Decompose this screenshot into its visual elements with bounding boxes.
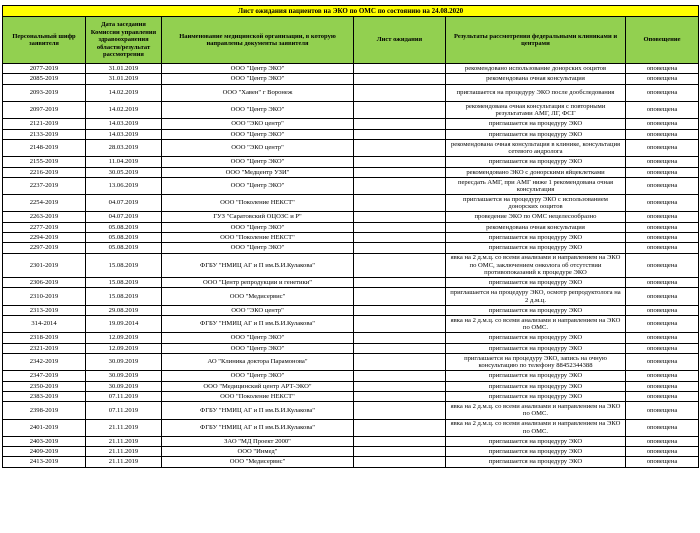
cell-notification: оповещена xyxy=(626,288,699,305)
header-notification: Оповещение xyxy=(626,17,699,64)
cell-medical-organization: ООО "Поколение НЕКСТ" xyxy=(162,195,354,212)
header-waiting-list: Лист ожидания xyxy=(354,17,446,64)
cell-waiting-list xyxy=(354,84,446,101)
cell-notification: оповещена xyxy=(626,222,699,232)
cell-notification: оповещена xyxy=(626,64,699,74)
cell-commission-date: 31.01.2019 xyxy=(86,64,162,74)
cell-personal-code: 2121-2019 xyxy=(3,119,86,129)
cell-personal-code: 2383-2019 xyxy=(3,391,86,401)
cell-notification: оповещена xyxy=(626,195,699,212)
cell-commission-date: 30.05.2019 xyxy=(86,167,162,177)
header-commission-date: Дата заседания Комиссии управления здравоохранения области/результат рассмотрения xyxy=(86,17,162,64)
cell-notification: оповещена xyxy=(626,419,699,436)
cell-review-result: приглашается на процедуру ЭКО после дообследования xyxy=(446,84,626,101)
cell-commission-date: 21.11.2019 xyxy=(86,436,162,446)
cell-review-result: приглашается на процедуру ЭКО с использованием донорских ооцитов xyxy=(446,195,626,212)
cell-notification: оповещена xyxy=(626,278,699,288)
cell-waiting-list xyxy=(354,222,446,232)
table-row xyxy=(3,177,699,194)
table-title: Лист ожидания пациентов на ЭКО по ОМС по состоянию на 24.08.2020 xyxy=(3,6,699,17)
cell-medical-organization: ООО "Хавен" г Воронеж xyxy=(162,84,354,101)
cell-commission-date: 29.08.2019 xyxy=(86,305,162,315)
cell-personal-code: 2155-2019 xyxy=(3,157,86,167)
cell-commission-date: 21.11.2019 xyxy=(86,419,162,436)
cell-review-result: проведение ЭКО по ОМС нецелесообразно xyxy=(446,212,626,222)
cell-review-result: приглашается на процедуру ЭКО xyxy=(446,381,626,391)
cell-review-result: приглашается на процедуру ЭКО xyxy=(446,391,626,401)
cell-notification: оповещена xyxy=(626,101,699,118)
cell-commission-date: 21.11.2019 xyxy=(86,447,162,457)
table-row xyxy=(3,436,699,446)
cell-medical-organization: ООО "Центр ЭКО" xyxy=(162,371,354,381)
cell-waiting-list xyxy=(354,278,446,288)
cell-review-result: приглашается на процедуру ЭКО xyxy=(446,371,626,381)
cell-medical-organization: ООО "Инмед" xyxy=(162,447,354,457)
cell-personal-code: 2263-2019 xyxy=(3,212,86,222)
cell-medical-organization: ЗАО "МД Проект 2000" xyxy=(162,436,354,446)
cell-review-result: приглашается на процедуру ЭКО xyxy=(446,119,626,129)
waiting-list-sheet xyxy=(2,5,698,468)
cell-commission-date: 30.09.2019 xyxy=(86,381,162,391)
cell-medical-organization: ГУЗ "Саратовский ОЦОЗС и Р" xyxy=(162,212,354,222)
cell-waiting-list xyxy=(354,74,446,84)
cell-waiting-list xyxy=(354,419,446,436)
cell-personal-code: 2301-2019 xyxy=(3,253,86,277)
cell-commission-date: 15.08.2019 xyxy=(86,278,162,288)
cell-commission-date: 07.11.2019 xyxy=(86,402,162,419)
cell-waiting-list xyxy=(354,381,446,391)
cell-commission-date: 05.08.2019 xyxy=(86,222,162,232)
cell-medical-organization: ФГБУ "НМИЦ АГ и П им.В.И.Кулакова" xyxy=(162,253,354,277)
table-row xyxy=(3,343,699,353)
table-row xyxy=(3,253,699,277)
cell-waiting-list xyxy=(354,402,446,419)
table-row xyxy=(3,402,699,419)
cell-review-result: явка на 2 д.м.ц. со всеми анализами и направлением на ЭКО по ОМС. xyxy=(446,402,626,419)
cell-commission-date: 15.08.2019 xyxy=(86,288,162,305)
cell-review-result: приглашается на процедуру ЭКО xyxy=(446,233,626,243)
cell-notification: оповещена xyxy=(626,212,699,222)
cell-personal-code: 2313-2019 xyxy=(3,305,86,315)
cell-medical-organization: ФГБУ "НМИЦ АГ и П им.В.И.Кулакова" xyxy=(162,316,354,333)
cell-medical-organization: ООО "Центр ЭКО" xyxy=(162,333,354,343)
cell-commission-date: 30.09.2019 xyxy=(86,371,162,381)
header-review-results: Результаты рассмотрения федеральными клиниками и центрами xyxy=(446,17,626,64)
cell-commission-date: 14.03.2019 xyxy=(86,119,162,129)
cell-notification: оповещена xyxy=(626,167,699,177)
cell-review-result: приглашается на процедуру ЭКО xyxy=(446,278,626,288)
cell-notification: оповещена xyxy=(626,391,699,401)
cell-commission-date: 05.08.2019 xyxy=(86,243,162,253)
table-row xyxy=(3,84,699,101)
cell-medical-organization: ООО "ЭКО центр" xyxy=(162,119,354,129)
cell-waiting-list xyxy=(354,119,446,129)
table-row xyxy=(3,195,699,212)
cell-personal-code: 2403-2019 xyxy=(3,436,86,446)
cell-medical-organization: ООО "Медисервис" xyxy=(162,288,354,305)
cell-waiting-list xyxy=(354,436,446,446)
cell-medical-organization: ФГБУ "НМИЦ АГ и П им.В.И.Кулакова" xyxy=(162,419,354,436)
cell-review-result: приглашается на процедуру ЭКО xyxy=(446,447,626,457)
cell-review-result: рекомендована очная консультация в клинике, консультация сетевого андролога xyxy=(446,139,626,156)
table-row xyxy=(3,419,699,436)
table-row xyxy=(3,288,699,305)
table-row xyxy=(3,212,699,222)
cell-review-result: приглашается на процедуру ЭКО xyxy=(446,457,626,467)
cell-personal-code: 2237-2019 xyxy=(3,177,86,194)
table-row xyxy=(3,233,699,243)
cell-commission-date: 30.09.2019 xyxy=(86,353,162,370)
cell-review-result: приглашается на процедуру ЭКО xyxy=(446,436,626,446)
table-row xyxy=(3,74,699,84)
cell-notification: оповещена xyxy=(626,447,699,457)
table-row xyxy=(3,278,699,288)
cell-medical-organization: ООО "Центр репродукции и генетики" xyxy=(162,278,354,288)
cell-review-result: явка на 2 д.м.ц. со всеми анализами и направлением на ЭКО по ОМС. xyxy=(446,419,626,436)
cell-review-result: рекомендовано использование донорских ооцитов xyxy=(446,64,626,74)
cell-review-result: рекомендована очная консультация xyxy=(446,74,626,84)
cell-waiting-list xyxy=(354,157,446,167)
cell-commission-date: 31.01.2019 xyxy=(86,74,162,84)
cell-commission-date: 05.08.2019 xyxy=(86,233,162,243)
cell-medical-organization: ООО "Центр ЭКО" xyxy=(162,129,354,139)
table-row xyxy=(3,243,699,253)
table-row xyxy=(3,391,699,401)
cell-notification: оповещена xyxy=(626,381,699,391)
cell-personal-code: 2216-2019 xyxy=(3,167,86,177)
cell-medical-organization: ООО "Поколение НЕКСТ" xyxy=(162,391,354,401)
cell-waiting-list xyxy=(354,195,446,212)
cell-waiting-list xyxy=(354,177,446,194)
waiting-list-table xyxy=(2,5,699,468)
cell-commission-date: 15.08.2019 xyxy=(86,253,162,277)
cell-waiting-list xyxy=(354,371,446,381)
cell-waiting-list xyxy=(354,333,446,343)
cell-personal-code: 2342-2019 xyxy=(3,353,86,370)
cell-notification: оповещена xyxy=(626,233,699,243)
table-row xyxy=(3,305,699,315)
cell-review-result: приглашается на процедуру ЭКО xyxy=(446,305,626,315)
cell-waiting-list xyxy=(354,447,446,457)
cell-medical-organization: ООО "Центр ЭКО" xyxy=(162,222,354,232)
cell-commission-date: 14.03.2019 xyxy=(86,129,162,139)
cell-medical-organization: ООО "Центр ЭКО" xyxy=(162,74,354,84)
cell-commission-date: 11.04.2019 xyxy=(86,157,162,167)
cell-personal-code: 2350-2019 xyxy=(3,381,86,391)
cell-notification: оповещена xyxy=(626,402,699,419)
cell-notification: оповещена xyxy=(626,139,699,156)
cell-review-result: рекомендована очная консультация xyxy=(446,222,626,232)
cell-personal-code: 2133-2019 xyxy=(3,129,86,139)
cell-commission-date: 04.07.2019 xyxy=(86,212,162,222)
cell-notification: оповещена xyxy=(626,84,699,101)
cell-personal-code: 2306-2019 xyxy=(3,278,86,288)
cell-medical-organization: АО "Клиника доктора Парамонова" xyxy=(162,353,354,370)
table-row xyxy=(3,353,699,370)
cell-notification: оповещена xyxy=(626,119,699,129)
cell-notification: оповещена xyxy=(626,305,699,315)
cell-personal-code: 2409-2019 xyxy=(3,447,86,457)
cell-commission-date: 14.02.2019 xyxy=(86,101,162,118)
table-row xyxy=(3,167,699,177)
cell-personal-code: 2318-2019 xyxy=(3,333,86,343)
cell-waiting-list xyxy=(354,343,446,353)
cell-review-result: рекомендовано ЭКО с донорскими яйцеклетками xyxy=(446,167,626,177)
cell-waiting-list xyxy=(354,305,446,315)
table-row xyxy=(3,457,699,467)
cell-review-result: явка на 2 д.м.ц. со всеми анализами и направлением на ЭКО по ОМС, заключением онколога об отсутствии противопоказаний к процедуре ЭКО xyxy=(446,253,626,277)
cell-commission-date: 13.06.2019 xyxy=(86,177,162,194)
cell-notification: оповещена xyxy=(626,253,699,277)
cell-medical-organization: ООО "Медцентр УЗИ" xyxy=(162,167,354,177)
cell-commission-date: 14.02.2019 xyxy=(86,84,162,101)
cell-notification: оповещена xyxy=(626,316,699,333)
cell-notification: оповещена xyxy=(626,243,699,253)
cell-commission-date: 04.07.2019 xyxy=(86,195,162,212)
cell-personal-code: 2077-2019 xyxy=(3,64,86,74)
cell-waiting-list xyxy=(354,101,446,118)
cell-notification: оповещена xyxy=(626,371,699,381)
cell-personal-code: 2310-2019 xyxy=(3,288,86,305)
cell-waiting-list xyxy=(354,243,446,253)
table-row xyxy=(3,139,699,156)
cell-medical-organization: ООО "Центр ЭКО" xyxy=(162,343,354,353)
cell-personal-code: 2321-2019 xyxy=(3,343,86,353)
cell-waiting-list xyxy=(354,129,446,139)
cell-personal-code: 2297-2019 xyxy=(3,243,86,253)
cell-medical-organization: ООО "Поколение НЕКСТ" xyxy=(162,233,354,243)
cell-waiting-list xyxy=(354,457,446,467)
cell-notification: оповещена xyxy=(626,457,699,467)
table-row xyxy=(3,316,699,333)
cell-personal-code: 2277-2019 xyxy=(3,222,86,232)
cell-waiting-list xyxy=(354,212,446,222)
cell-medical-organization: ООО "ЭКО центр" xyxy=(162,139,354,156)
cell-personal-code: 2254-2019 xyxy=(3,195,86,212)
cell-commission-date: 28.03.2019 xyxy=(86,139,162,156)
table-row xyxy=(3,101,699,118)
cell-commission-date: 19.09.2014 xyxy=(86,316,162,333)
cell-review-result: приглашается на процедуру ЭКО, осмотр репродуктолога на 2 д.м.ц. xyxy=(446,288,626,305)
cell-waiting-list xyxy=(354,316,446,333)
cell-notification: оповещена xyxy=(626,343,699,353)
header-personal-code: Персональный шифр заявителя xyxy=(3,17,86,64)
cell-review-result: приглашается на процедуру ЭКО xyxy=(446,343,626,353)
cell-waiting-list xyxy=(354,167,446,177)
cell-personal-code: 2148-2019 xyxy=(3,139,86,156)
table-row xyxy=(3,381,699,391)
cell-commission-date: 12.09.2019 xyxy=(86,343,162,353)
cell-review-result: приглашается на процедуру ЭКО xyxy=(446,129,626,139)
cell-commission-date: 12.09.2019 xyxy=(86,333,162,343)
table-row xyxy=(3,222,699,232)
cell-notification: оповещена xyxy=(626,436,699,446)
cell-personal-code: 2294-2019 xyxy=(3,233,86,243)
cell-personal-code: 2097-2019 xyxy=(3,101,86,118)
cell-review-result: приглашается на процедуру ЭКО xyxy=(446,333,626,343)
cell-waiting-list xyxy=(354,253,446,277)
cell-notification: оповещена xyxy=(626,177,699,194)
table-row xyxy=(3,64,699,74)
cell-waiting-list xyxy=(354,233,446,243)
cell-medical-organization: ФГБУ "НМИЦ АГ и П им.В.И.Кулакова" xyxy=(162,402,354,419)
cell-review-result: пересдать АМГ, при АМГ ниже 1 рекомендована очная консультация xyxy=(446,177,626,194)
cell-notification: оповещена xyxy=(626,74,699,84)
cell-personal-code: 2347-2019 xyxy=(3,371,86,381)
cell-personal-code: 314-2014 xyxy=(3,316,86,333)
cell-medical-organization: ООО "Центр ЭКО" xyxy=(162,157,354,167)
table-row xyxy=(3,157,699,167)
cell-review-result: рекомендована очная консультация с повторными результатами АМГ, ЛГ, ФСГ xyxy=(446,101,626,118)
table-row xyxy=(3,333,699,343)
header-medical-organization: Наименование медицинской организации, в которую направлены документы заявителя xyxy=(162,17,354,64)
cell-notification: оповещена xyxy=(626,333,699,343)
cell-medical-organization: ООО "Центр ЭКО" xyxy=(162,64,354,74)
cell-review-result: приглашается на процедуру ЭКО xyxy=(446,243,626,253)
cell-waiting-list xyxy=(354,64,446,74)
cell-waiting-list xyxy=(354,353,446,370)
cell-waiting-list xyxy=(354,288,446,305)
cell-medical-organization: ООО "ЭКО центр" xyxy=(162,305,354,315)
cell-review-result: явка на 2 д.м.ц. со всеми анализами и направлением на ЭКО по ОМС. xyxy=(446,316,626,333)
table-body xyxy=(3,64,699,468)
cell-notification: оповещена xyxy=(626,129,699,139)
table-row xyxy=(3,447,699,457)
cell-waiting-list xyxy=(354,139,446,156)
cell-notification: оповещена xyxy=(626,157,699,167)
table-row xyxy=(3,119,699,129)
cell-personal-code: 2413-2019 xyxy=(3,457,86,467)
cell-personal-code: 2398-2019 xyxy=(3,402,86,419)
cell-notification: оповещена xyxy=(626,353,699,370)
cell-personal-code: 2093-2019 xyxy=(3,84,86,101)
cell-medical-organization: ООО "Медицинский центр АРТ-ЭКО" xyxy=(162,381,354,391)
cell-medical-organization: ООО "Медисервис" xyxy=(162,457,354,467)
table-row xyxy=(3,371,699,381)
cell-review-result: приглашается на процедуру ЭКО, запись на очную консультацию по телефону 88452344388 xyxy=(446,353,626,370)
cell-personal-code: 2085-2019 xyxy=(3,74,86,84)
cell-personal-code: 2401-2019 xyxy=(3,419,86,436)
cell-medical-organization: ООО "Центр ЭКО" xyxy=(162,177,354,194)
cell-waiting-list xyxy=(354,391,446,401)
cell-commission-date: 21.11.2019 xyxy=(86,457,162,467)
cell-medical-organization: ООО "Центр ЭКО" xyxy=(162,101,354,118)
cell-review-result: приглашается на процедуру ЭКО xyxy=(446,157,626,167)
cell-commission-date: 07.11.2019 xyxy=(86,391,162,401)
table-row xyxy=(3,129,699,139)
cell-medical-organization: ООО "Центр ЭКО" xyxy=(162,243,354,253)
